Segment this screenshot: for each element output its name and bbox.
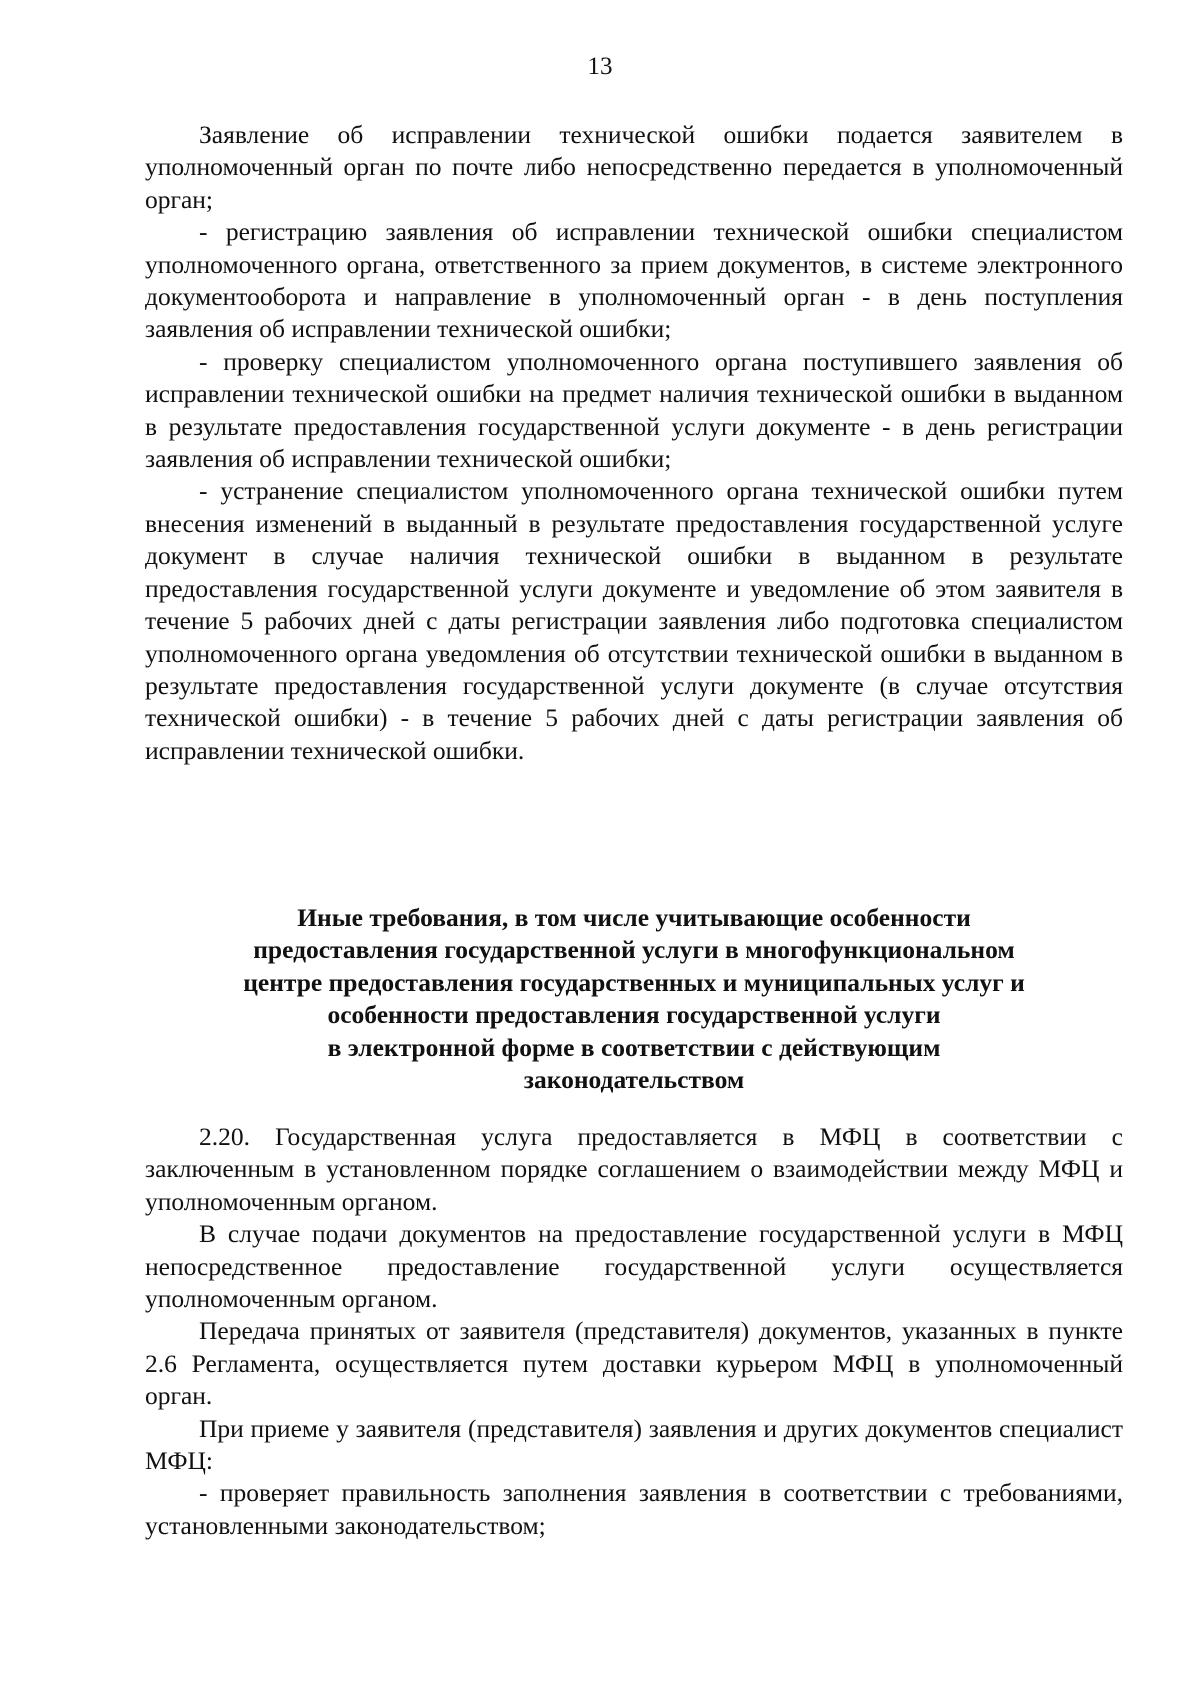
section-heading [145, 902, 1123, 1096]
paragraph-2-20: 2.20. Государственная услуга предоставляется в МФЦ в соответствии с заключенным в установленном порядке соглашением о взаимодействии между МФЦ и уполномоченным органом. [145, 1122, 1123, 1216]
paragraph-document-transfer: Передача принятых от заявителя (представителя) документов, указанных в пункте 2.6 Регламента, осуществляется путем доставки курьером МФЦ в уполномоченный орган. [145, 1316, 1123, 1411]
paragraph-mfc-check: - проверяет правильность заполнения заявления в соответствии с требованиями, установленными законодательством; [145, 1478, 1123, 1540]
section-heading-line: особенности предоставления государственной услуги [327, 1000, 941, 1030]
paragraph-registration-step: - регистрацию заявления об исправлении технической ошибки специалистом уполномоченного органа, ответственного за прием документов, в системе электронного документооборота и направление в уполномоченный орган - в день поступления заявления об исправлении технической ошибки; [145, 217, 1123, 344]
paragraph-mfc-submission: В случае подачи документов на предоставление государственной услуги в МФЦ непосредственное предоставление государственной услуги осуществляется уполномоченным органом. [145, 1219, 1123, 1314]
section-heading-line: законодательством [523, 1065, 745, 1095]
page-number: 13 [587, 53, 613, 80]
paragraph-application-submission: Заявление об исправлении технической ошибки подается заявителем в уполномоченный орган по почте либо непосредственно передается в уполномоченный орган; [145, 120, 1123, 214]
paragraph-mfc-reception: При приеме у заявителя (представителя) заявления и других документов специалист МФЦ: [145, 1413, 1123, 1476]
intro-text-block [145, 119, 1123, 767]
section-heading-line: Иные требования, в том числе учитывающие особенности [297, 903, 971, 932]
paragraph-correction-step: - устранение специалистом уполномоченного органа технической ошибки путем внесения изменений в выданный в результате предоставления государственной услуге документ в случае наличия технической ошибки в выданном в результате предоставления государственной услуги документе и уведомление об этом заявителя в течение 5 рабочих дней с даты регистрации заявления либо подготовка специалистом уполномоченного органа уведомления об отсутствии технической ошибки в выданном в результате предоставления государственной услуги документе (в случае отсутствия технической ошибки) - в течение 5 рабочих дней с даты регистрации заявления об исправлении технической ошибки. [145, 476, 1123, 765]
paragraph-verification-step: - проверку специалистом уполномоченного органа поступившего заявления об исправлении технической ошибки на предмет наличия технической ошибки в выданном в результате предоставления государственной услуги документе - в день регистрации заявления об исправлении технической ошибки; [145, 346, 1123, 474]
section-text-block [145, 1121, 1123, 1542]
section-heading-line: центре предоставления государственных и муниципальных услуг и [243, 967, 1025, 997]
section-heading-line: предоставления государственной услуги в многофункциональном [253, 935, 1015, 965]
section-heading-line: в электронной форме в соответствии с действующим [327, 1032, 941, 1062]
